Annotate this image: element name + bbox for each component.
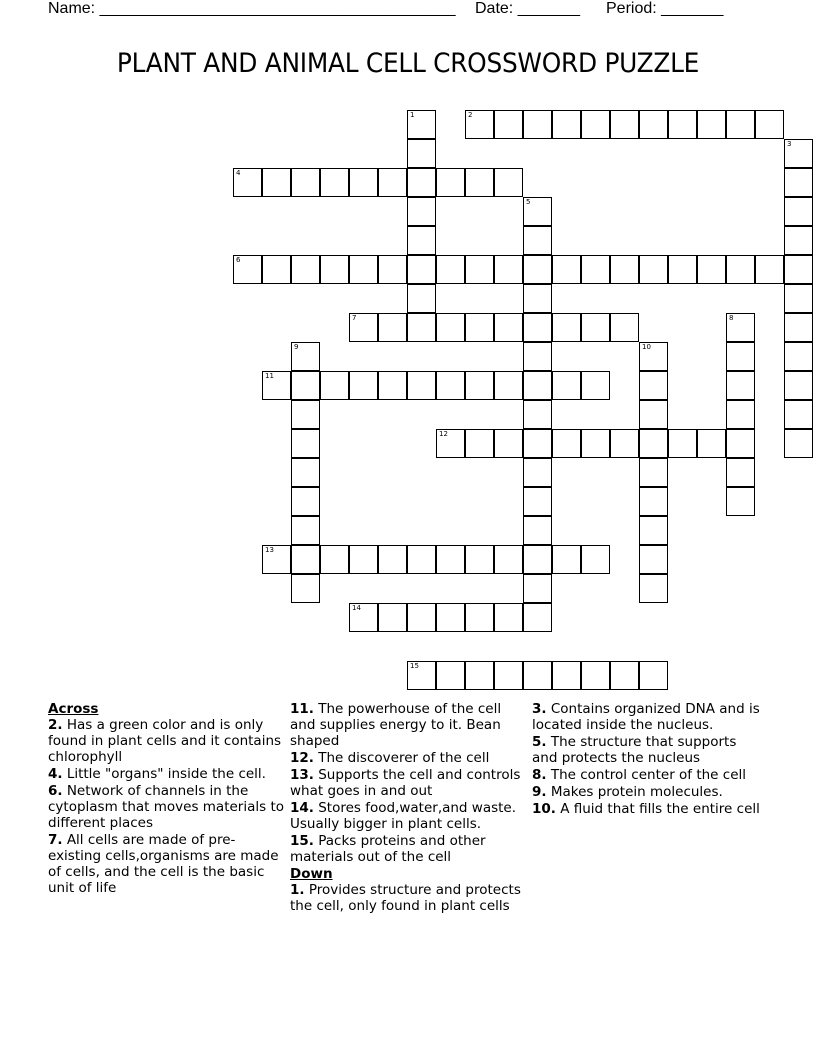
crossword-cell[interactable] (291, 574, 320, 603)
clue-number: 8 (729, 314, 734, 322)
crossword-cell[interactable] (639, 110, 668, 139)
crossword-cell[interactable] (407, 313, 436, 342)
crossword-cell[interactable] (784, 197, 813, 226)
name-field[interactable]: Name: ________________________________________ (48, 0, 456, 17)
crossword-cell[interactable] (262, 255, 291, 284)
crossword-cell[interactable] (668, 255, 697, 284)
clue-text: A fluid that fills the entire cell (555, 801, 760, 817)
clue-number: 12. (290, 750, 314, 766)
crossword-cell[interactable] (610, 110, 639, 139)
crossword-cell[interactable] (378, 603, 407, 632)
clue-text: Has a green color and is only found in plant cells and it contains chlorophyll (48, 717, 282, 765)
crossword-cell[interactable] (523, 255, 552, 284)
clue-text: Makes protein molecules. (546, 784, 723, 800)
crossword-cell[interactable] (407, 255, 436, 284)
down-clue-list-part-1 (290, 882, 522, 914)
crossword-cell[interactable] (552, 661, 581, 690)
crossword-cell[interactable] (726, 371, 755, 400)
crossword-cell[interactable] (436, 429, 465, 458)
clue-number: 4 (236, 169, 241, 177)
down-clue (532, 767, 764, 783)
across-heading: Across (48, 701, 99, 717)
crossword-cell[interactable] (581, 661, 610, 690)
crossword-cell[interactable] (233, 255, 262, 284)
clue-text: All cells are made of pre-existing cells,organisms are made of cells, and the cell is the basic unit of life (48, 832, 279, 896)
across-clue (290, 767, 522, 799)
crossword-cell[interactable] (523, 110, 552, 139)
clue-number: 4. (48, 766, 63, 782)
clue-number: 14. (290, 800, 314, 816)
across-clue (48, 717, 284, 765)
crossword-cell[interactable] (291, 429, 320, 458)
crossword-cell[interactable] (378, 313, 407, 342)
clue-number: 2 (468, 111, 473, 119)
clue-number: 6. (48, 783, 63, 799)
crossword-cell[interactable] (291, 255, 320, 284)
crossword-cell[interactable] (523, 429, 552, 458)
crossword-cell[interactable] (523, 226, 552, 255)
across-clue (290, 750, 522, 766)
date-field[interactable]: Date: _______ (475, 0, 580, 17)
crossword-cell[interactable] (639, 400, 668, 429)
crossword-cell[interactable] (465, 371, 494, 400)
clue-text: Supports the cell and controls what goes in and out (290, 767, 521, 799)
crossword-cell[interactable] (523, 574, 552, 603)
clue-number: 15 (410, 662, 419, 670)
crossword-cell[interactable] (407, 371, 436, 400)
crossword-cell[interactable] (407, 168, 436, 197)
crossword-cell[interactable] (436, 313, 465, 342)
crossword-cell[interactable] (378, 168, 407, 197)
crossword-cell[interactable] (407, 226, 436, 255)
crossword-cell[interactable] (291, 342, 320, 371)
crossword-cell[interactable] (291, 458, 320, 487)
clue-text: The powerhouse of the cell and supplies energy to it. Bean shaped (290, 701, 502, 749)
clue-text: Little "organs" inside the cell. (62, 766, 266, 782)
crossword-cell[interactable] (610, 661, 639, 690)
down-clue (532, 701, 764, 733)
crossword-cell[interactable] (465, 545, 494, 574)
clue-text: Network of channels in the cytoplasm that moves materials to different places (48, 783, 284, 831)
crossword-cell[interactable] (552, 545, 581, 574)
crossword-cell[interactable] (349, 313, 378, 342)
crossword-cell[interactable] (291, 400, 320, 429)
crossword-cell[interactable] (523, 284, 552, 313)
crossword-cell[interactable] (320, 371, 349, 400)
crossword-cell[interactable] (320, 255, 349, 284)
down-clue-list-part-2 (532, 701, 764, 817)
crossword-cell[interactable] (784, 429, 813, 458)
crossword-cell[interactable] (494, 603, 523, 632)
crossword-cell[interactable] (407, 661, 436, 690)
crossword-cell[interactable] (233, 168, 262, 197)
crossword-cell[interactable] (726, 487, 755, 516)
crossword-cell[interactable] (784, 168, 813, 197)
crossword-cell[interactable] (291, 168, 320, 197)
period-field[interactable]: Period: _______ (606, 0, 724, 17)
clue-number: 11. (290, 701, 314, 717)
crossword-cell[interactable] (668, 429, 697, 458)
crossword-cell[interactable] (552, 110, 581, 139)
crossword-cell[interactable] (784, 371, 813, 400)
crossword-cell[interactable] (581, 545, 610, 574)
crossword-cell[interactable] (755, 255, 784, 284)
down-heading: Down (290, 866, 333, 882)
crossword-cell[interactable] (639, 487, 668, 516)
crossword-cell[interactable] (494, 545, 523, 574)
crossword-cell[interactable] (291, 545, 320, 574)
clue-column-2 (290, 701, 522, 915)
clue-text: Contains organized DNA and is located inside the nucleus. (532, 701, 760, 733)
crossword-cell[interactable] (494, 661, 523, 690)
crossword-cell[interactable] (581, 429, 610, 458)
down-clue (532, 734, 764, 766)
crossword-cell[interactable] (494, 255, 523, 284)
crossword-cell[interactable] (697, 110, 726, 139)
crossword-cell[interactable] (726, 313, 755, 342)
clue-text: The control center of the cell (546, 767, 747, 783)
crossword-cell[interactable] (320, 545, 349, 574)
crossword-cell[interactable] (726, 429, 755, 458)
clue-number: 13 (265, 546, 274, 554)
crossword-cell[interactable] (697, 255, 726, 284)
crossword-cell[interactable] (494, 110, 523, 139)
crossword-cell[interactable] (436, 168, 465, 197)
across-clue (290, 701, 522, 749)
crossword-cell[interactable] (436, 545, 465, 574)
crossword-cell[interactable] (523, 197, 552, 226)
crossword-cell[interactable] (378, 545, 407, 574)
crossword-cell[interactable] (494, 429, 523, 458)
clue-number: 3. (532, 701, 547, 717)
crossword-cell[interactable] (581, 313, 610, 342)
crossword-cell[interactable] (378, 371, 407, 400)
crossword-cell[interactable] (523, 371, 552, 400)
clue-number: 2. (48, 717, 63, 733)
crossword-cell[interactable] (465, 429, 494, 458)
crossword-cell[interactable] (552, 255, 581, 284)
crossword-cell[interactable] (465, 313, 494, 342)
crossword-cell[interactable] (784, 342, 813, 371)
crossword-cell[interactable] (523, 342, 552, 371)
clue-number: 10 (642, 343, 651, 351)
down-clue (532, 801, 764, 817)
crossword-cell[interactable] (639, 574, 668, 603)
down-clue (532, 784, 764, 800)
crossword-cell[interactable] (581, 110, 610, 139)
crossword-cell[interactable] (465, 110, 494, 139)
clue-number: 9. (532, 784, 547, 800)
crossword-cell[interactable] (407, 110, 436, 139)
clue-number: 11 (265, 372, 274, 380)
crossword-cell[interactable] (436, 661, 465, 690)
crossword-cell[interactable] (465, 255, 494, 284)
crossword-cell[interactable] (407, 139, 436, 168)
crossword-cell[interactable] (262, 371, 291, 400)
clue-number: 1. (290, 882, 305, 898)
crossword-cell[interactable] (639, 458, 668, 487)
crossword-cell[interactable] (523, 545, 552, 574)
clue-text: Stores food,water,and waste. Usually bigger in plant cells. (290, 800, 517, 832)
clue-number: 8. (532, 767, 547, 783)
crossword-cell[interactable] (784, 284, 813, 313)
crossword-cell[interactable] (523, 603, 552, 632)
across-clue (290, 833, 522, 865)
crossword-cell[interactable] (726, 110, 755, 139)
crossword-cell[interactable] (262, 545, 291, 574)
crossword-cell[interactable] (407, 603, 436, 632)
crossword-cell[interactable] (784, 255, 813, 284)
crossword-cell[interactable] (639, 255, 668, 284)
crossword-cell[interactable] (639, 371, 668, 400)
page-title: PLANT AND ANIMAL CELL CROSSWORD PUZZLE (116, 48, 700, 79)
clue-number: 5 (526, 198, 531, 206)
crossword-cell[interactable] (320, 168, 349, 197)
crossword-cell[interactable] (726, 400, 755, 429)
crossword-cell[interactable] (726, 458, 755, 487)
clue-column-3 (532, 701, 764, 818)
crossword-cell[interactable] (465, 603, 494, 632)
crossword-cell[interactable] (378, 255, 407, 284)
crossword-cell[interactable] (523, 516, 552, 545)
crossword-cell[interactable] (784, 313, 813, 342)
clue-number: 6 (236, 256, 241, 264)
crossword-cell[interactable] (436, 371, 465, 400)
clue-number: 15. (290, 833, 314, 849)
clue-number: 5. (532, 734, 547, 750)
across-clue (48, 766, 284, 782)
crossword-cell[interactable] (291, 487, 320, 516)
crossword-cell[interactable] (552, 429, 581, 458)
crossword-cell[interactable] (581, 255, 610, 284)
crossword-cell[interactable] (407, 284, 436, 313)
crossword-cell[interactable] (610, 429, 639, 458)
across-clue (48, 832, 284, 896)
down-clue (290, 882, 522, 914)
clue-number: 12 (439, 430, 448, 438)
crossword-cell[interactable] (523, 400, 552, 429)
clue-text: Provides structure and protects the cell, only found in plant cells (290, 882, 521, 914)
crossword-cell[interactable] (349, 168, 378, 197)
crossword-cell[interactable] (668, 110, 697, 139)
crossword-cell[interactable] (523, 458, 552, 487)
clue-column-1 (48, 701, 284, 897)
crossword-cell[interactable] (436, 255, 465, 284)
crossword-cell[interactable] (639, 516, 668, 545)
clue-text: The discoverer of the cell (313, 750, 490, 766)
crossword-cell[interactable] (465, 661, 494, 690)
crossword-cell[interactable] (465, 168, 494, 197)
clue-text: Packs proteins and other materials out of the cell (290, 833, 486, 865)
clue-number: 1 (410, 111, 415, 119)
crossword-cell[interactable] (552, 371, 581, 400)
across-clue (48, 783, 284, 831)
crossword-cell[interactable] (639, 545, 668, 574)
crossword-cell[interactable] (639, 429, 668, 458)
crossword-cell[interactable] (755, 110, 784, 139)
crossword-cell[interactable] (407, 197, 436, 226)
crossword-cell[interactable] (349, 603, 378, 632)
across-clue (290, 800, 522, 832)
crossword-cell[interactable] (610, 313, 639, 342)
crossword-cell[interactable] (784, 226, 813, 255)
crossword-cell[interactable] (610, 255, 639, 284)
crossword-cell[interactable] (349, 255, 378, 284)
crossword-cell[interactable] (349, 371, 378, 400)
crossword-cell[interactable] (697, 429, 726, 458)
crossword-cell[interactable] (436, 603, 465, 632)
crossword-cell[interactable] (523, 661, 552, 690)
across-clue-list-part-2 (290, 701, 522, 865)
crossword-cell[interactable] (523, 313, 552, 342)
crossword-cell[interactable] (523, 487, 552, 516)
crossword-cell[interactable] (494, 371, 523, 400)
crossword-cell[interactable] (784, 139, 813, 168)
crossword-cell[interactable] (262, 168, 291, 197)
crossword-cell[interactable] (407, 545, 436, 574)
crossword-cell[interactable] (494, 313, 523, 342)
across-clue-list-part-1 (48, 717, 284, 896)
clue-number: 7 (352, 314, 357, 322)
crossword-cell[interactable] (639, 342, 668, 371)
crossword-cell[interactable] (494, 168, 523, 197)
crossword-cell[interactable] (784, 400, 813, 429)
crossword-cell[interactable] (552, 313, 581, 342)
clue-text: The structure that supports and protects the nucleus (532, 734, 737, 766)
clue-number: 9 (294, 343, 299, 351)
clue-number: 3 (787, 140, 792, 148)
crossword-cell[interactable] (726, 342, 755, 371)
crossword-cell[interactable] (291, 371, 320, 400)
clue-number: 10. (532, 801, 556, 817)
clue-number: 7. (48, 832, 63, 848)
crossword-cell[interactable] (639, 661, 668, 690)
crossword-cell[interactable] (581, 371, 610, 400)
crossword-cell[interactable] (349, 545, 378, 574)
crossword-cell[interactable] (291, 516, 320, 545)
clue-number: 14 (352, 604, 361, 612)
clue-number: 13. (290, 767, 314, 783)
crossword-cell[interactable] (726, 255, 755, 284)
